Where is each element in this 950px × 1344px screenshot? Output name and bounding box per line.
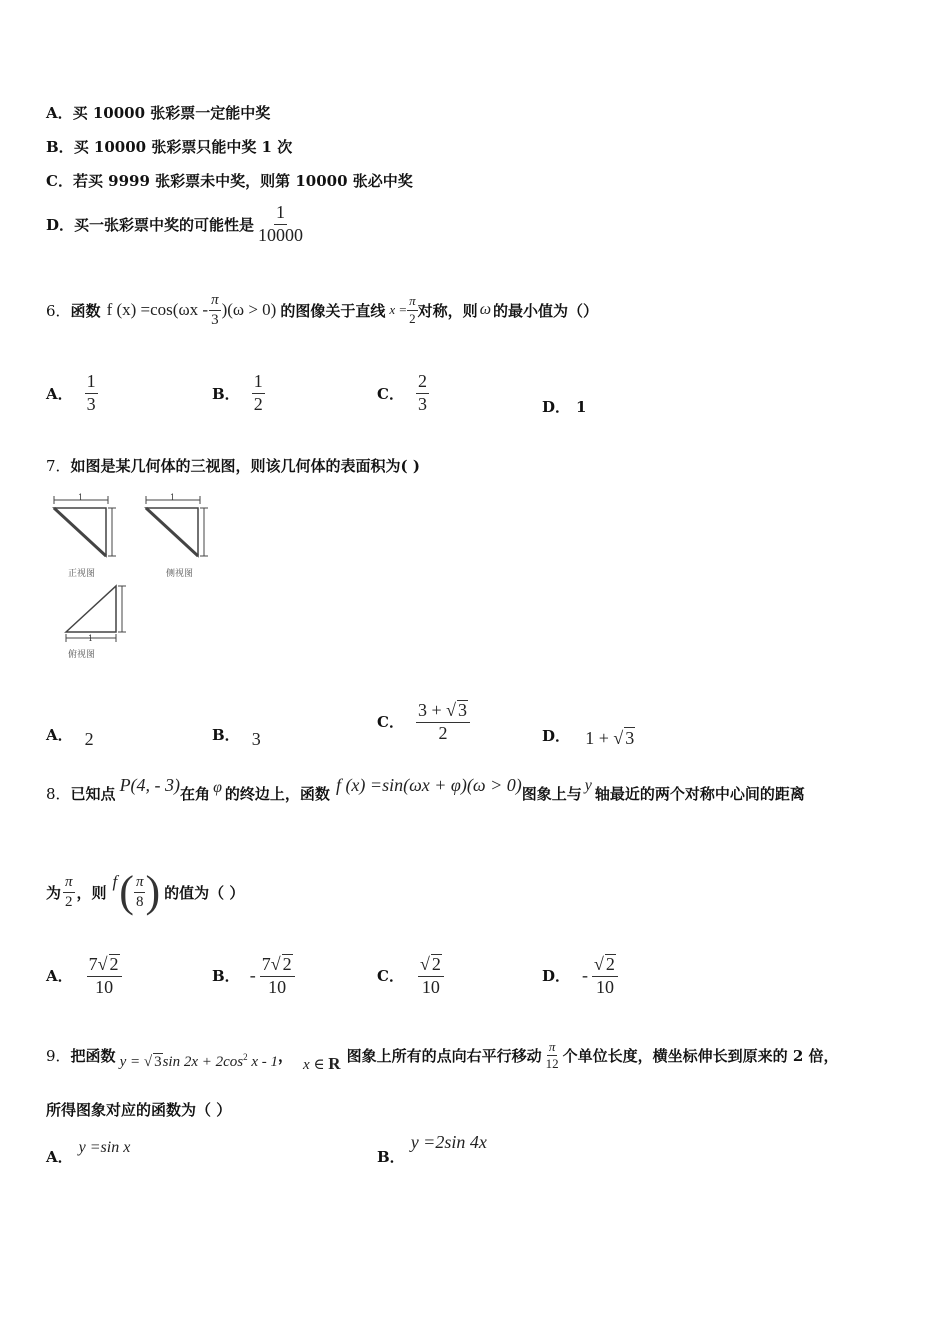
side-view-label: 侧视图	[166, 569, 194, 579]
q9-option-a: A．y =sin x	[46, 1139, 131, 1166]
q9-pi-over-12: $\frac{\pi}{12}$	[545, 1039, 559, 1072]
q7-option-b: B． 3	[212, 726, 261, 749]
side-view	[146, 493, 208, 556]
q8-point: P(4, - 3)	[119, 775, 181, 795]
q8-pi-over-2: $\frac{\pi}{2}$	[65, 874, 73, 910]
q8-option-c: C． $\frac{√ 2}{10}$	[377, 954, 444, 998]
question-7: 7．如图是某几何体的三视图，则该几何体的表面积为( )	[46, 457, 420, 475]
q8-pi-over-8: $\frac{\pi}{8}$	[135, 874, 144, 910]
q9-function: y = √ 3sin $2x + 2\cos^2$ x - 1	[119, 1052, 279, 1071]
front-dim-label: 1	[78, 493, 84, 502]
q9-option-b: B．y =2sin 4x	[377, 1132, 487, 1166]
three-view-figure	[48, 492, 218, 667]
front-view-label: 正视图	[68, 569, 96, 579]
front-view	[54, 493, 116, 556]
q8-option-a: A． $\frac{7√ 2}{10}$	[46, 954, 122, 998]
q6-option-b: B． $\frac{1}{2}$	[212, 371, 263, 414]
question-8-line-2: 为 $\frac{\pi}{2}$ ，则 f ( $\frac{\pi}{8}$ ) 的值为（ ）	[46, 867, 245, 916]
prev-option-d: D． 买一张彩票中奖的可能性是 $\frac{1}{10000}$	[46, 202, 304, 245]
question-9-line-2: 所得图象对应的函数为（ ）	[46, 1101, 232, 1119]
top-view	[66, 586, 126, 643]
q6-pi-over-3: $\frac{\pi}{3}$	[211, 292, 219, 328]
q7-option-c: C． $\frac{3 + √ 3}{2}$	[377, 700, 470, 744]
prev-option-a: A．买 10000 张彩票一定能中奖	[46, 104, 271, 122]
top-view-label: 俯视图	[68, 650, 96, 660]
q7-option-d: D． 1 + √ 3	[542, 727, 635, 748]
question-6: 6． 函数 f (x) =cos(ωx - $\frac{\pi}{3}$ )(ω > 0) 的图像关于直线 x = $\frac{\pi}{2}$ 对称，则 ω 的最小值为（）	[46, 292, 598, 328]
q8-option-d: D． - $\frac{√ 2}{10}$	[542, 954, 618, 998]
q6-option-a: A． $\frac{1}{3}$	[46, 371, 96, 414]
q6-pi-over-2: $\frac{\pi}{2}$	[409, 293, 416, 326]
q8-function: f (x) =sin(ωx + φ)(ω > 0)	[335, 775, 522, 795]
q6-function: f (x) =cos(ωx -	[106, 300, 209, 319]
q6-option-c: C． $\frac{2}{3}$	[377, 371, 427, 414]
question-9-line-1: 9． 把函数 y = √ 3sin $2x + 2\cos^2$ x - 1 ， x ∈ R 图象上所有的点向右平行移动 $\frac{\pi}{12}$ 个单位长度，横坐标伸长到原来的 2 倍，	[46, 1039, 839, 1073]
question-8-line-1: 8． 已知点 P(4, - 3) 在角 φ 的终边上，函数 f (x) =sin(ωx + φ)(ω > 0) 图象上与 y 轴最近的两个对称中心间的距离	[46, 775, 805, 803]
top-dim-label: 1	[88, 634, 94, 643]
q8-option-b: B． - $\frac{7√ 2}{10}$	[212, 954, 295, 998]
side-dim-label: 1	[170, 493, 176, 502]
q6-option-d: D． 1	[542, 398, 587, 416]
prev-option-c: C．若买 9999 张彩票未中奖，则第 10000 张必中奖	[46, 172, 413, 190]
prev-option-b: B．买 10000 张彩票只能中奖 1 次	[46, 138, 293, 156]
probability-fraction: $\frac{1}{10000}$	[258, 202, 304, 245]
q7-option-a: A． 2	[46, 726, 94, 749]
